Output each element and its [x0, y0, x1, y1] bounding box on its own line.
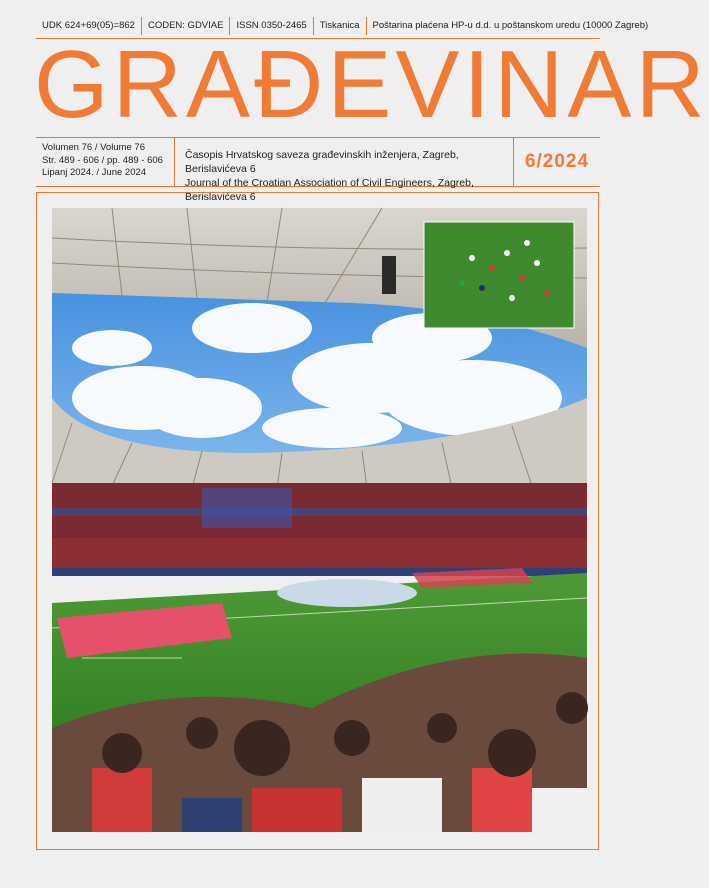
- issue-number: 6/2024: [524, 151, 590, 172]
- udk-code: UDK 624+69(05)=862: [36, 17, 142, 35]
- center-display: [277, 579, 417, 607]
- volume-line: Volumen 76 / Volume 76: [42, 142, 145, 153]
- journal-description: [175, 138, 514, 203]
- volume-info: [36, 138, 175, 186]
- issue-info-bar: [36, 137, 600, 203]
- stadium-illustration: [52, 208, 587, 832]
- description-english: Journal of the Croatian Association of Civil Engineers, Zagreb, Berislavićeva 6: [185, 177, 474, 203]
- date-line: Lipanj 2024. / June 2024: [42, 167, 147, 178]
- speaker-cluster: [382, 256, 396, 294]
- stands-blue-block: [202, 488, 292, 528]
- description-croatian: Časopis Hrvatskog saveza građevinskih inženjera, Zagreb, Berislavićeva 6: [185, 149, 459, 175]
- stands-lower: [52, 538, 587, 573]
- coden-code: CODEN: GDVIAE: [142, 17, 231, 35]
- inset-photo-players: [424, 222, 574, 328]
- tiskanica-label: Tiskanica: [314, 17, 367, 35]
- issn-code: ISSN 0350-2465: [230, 17, 313, 35]
- cover-photo-stadium: [52, 208, 587, 832]
- postage-note: Poštarina plaćena HP-u d.d. u poštanskom uredu (10000 Zagreb): [372, 20, 649, 31]
- pages-line: Str. 489 - 606 / pp. 489 - 606: [42, 154, 163, 166]
- journal-title: GRAĐEVINAR: [34, 31, 709, 138]
